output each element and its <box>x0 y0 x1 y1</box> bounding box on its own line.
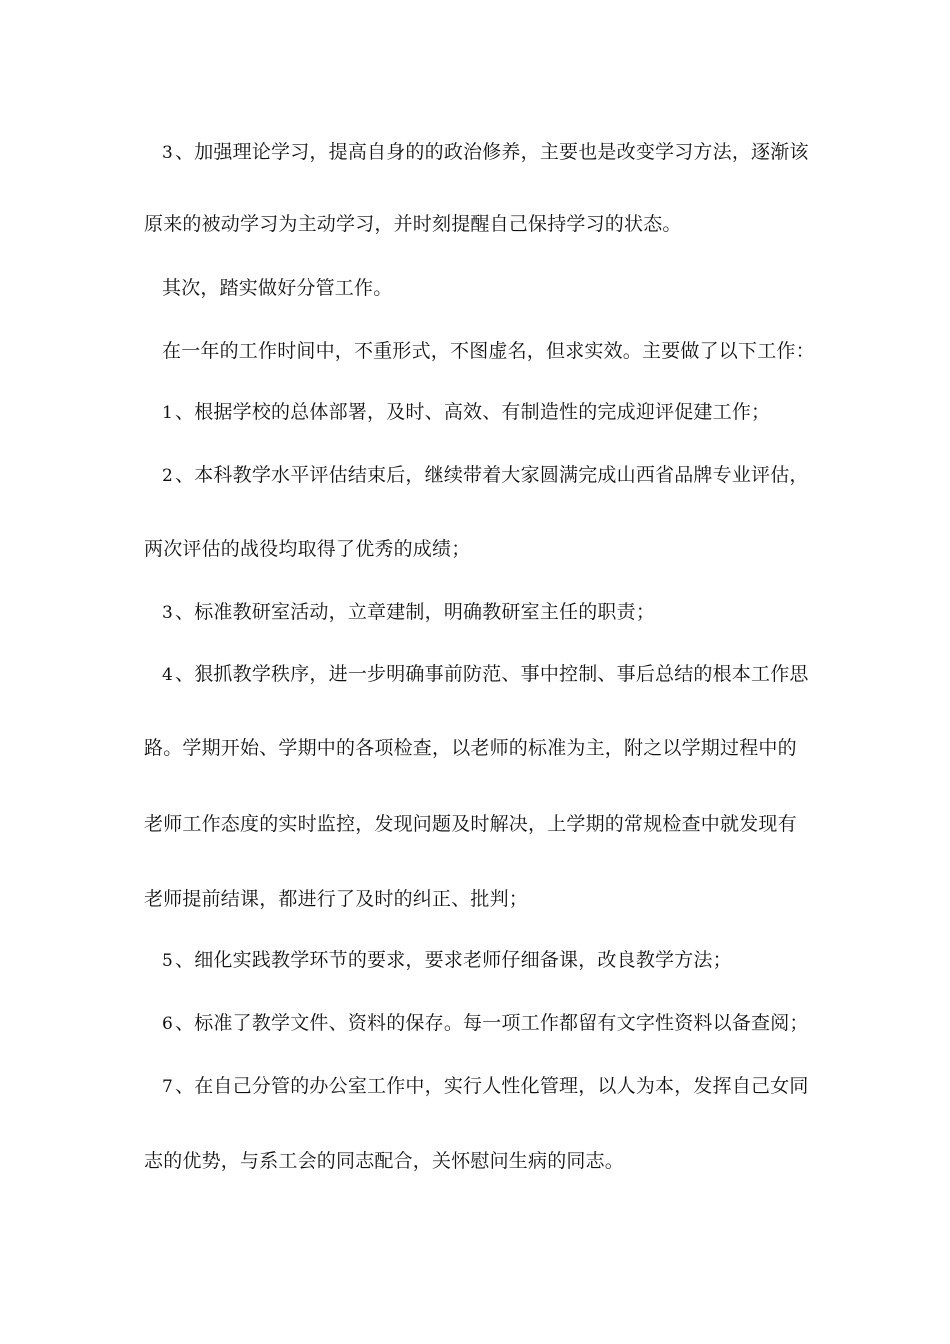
line-text: 、加强理论学习，提高自身的的政治修养，主要也是改变学习方法，逐渐该 <box>175 141 809 163</box>
paragraph-line <box>144 885 814 913</box>
item-number: 2 <box>162 466 174 486</box>
line-text: 、细化实践教学环节的要求，要求老师仔细备课，改良教学方法； <box>175 949 732 971</box>
line-text: 、标准了教学文件、资料的保存。每一项工作都留有文字性资料以备查阅； <box>175 1012 809 1034</box>
line-text: 、根据学校的总体部署，及时、高效、有制造性的完成迎评促建工作； <box>175 401 771 423</box>
paragraph-line <box>162 398 832 427</box>
line-text: 老师提前结课，都进行了及时的纠正、批判； <box>144 888 529 910</box>
line-text: 、在自己分管的办公室工作中，实行人性化管理，以人为本，发挥自己女同 <box>175 1075 809 1097</box>
line-text: 、狠抓教学秩序，进一步明确事前防范、事中控制、事后总结的根本工作思 <box>175 663 809 685</box>
item-number: 4 <box>162 665 174 685</box>
paragraph-line <box>162 138 832 167</box>
paragraph-line <box>162 1009 832 1038</box>
line-text: 其次，踏实做好分管工作。 <box>162 277 393 299</box>
paragraph-line <box>162 660 832 689</box>
paragraph-line <box>162 337 832 365</box>
paragraph-line <box>162 946 832 975</box>
line-text: 路。学期开始、学期中的各项检查，以老师的标准为主，附之以学期过程中的 <box>144 737 797 759</box>
line-text: 、标准教研室活动，立章建制，明确教研室主任的职责； <box>175 601 656 623</box>
paragraph-line <box>144 1147 814 1175</box>
item-number: 5 <box>162 951 174 971</box>
item-number: 3 <box>162 603 174 623</box>
line-text: 、本科教学水平评估结束后，继续带着大家圆满完成山西省品牌专业评估， <box>175 464 809 486</box>
item-number: 1 <box>162 403 174 423</box>
line-text: 原来的被动学习为主动学习，并时刻提醒自己保持学习的状态。 <box>144 213 682 235</box>
paragraph-line <box>162 274 832 302</box>
item-number: 7 <box>162 1077 174 1097</box>
paragraph-line <box>162 461 832 490</box>
item-number: 6 <box>162 1014 174 1034</box>
paragraph-line <box>144 535 814 563</box>
paragraph-line <box>162 598 832 627</box>
line-text: 两次评估的战役均取得了优秀的成绩； <box>144 538 471 560</box>
paragraph-line <box>144 734 814 762</box>
line-text: 在一年的工作时间中，不重形式，不图虚名，但求实效。主要做了以下工作： <box>162 340 815 362</box>
paragraph-line <box>144 210 814 238</box>
item-number: 3 <box>162 143 174 163</box>
paragraph-line <box>144 810 814 838</box>
line-text: 老师工作态度的实时监控，发现问题及时解决，上学期的常规检查中就发现有 <box>144 813 797 835</box>
line-text: 志的优势，与系工会的同志配合，关怀慰问生病的同志。 <box>144 1150 625 1172</box>
paragraph-line <box>162 1072 832 1101</box>
